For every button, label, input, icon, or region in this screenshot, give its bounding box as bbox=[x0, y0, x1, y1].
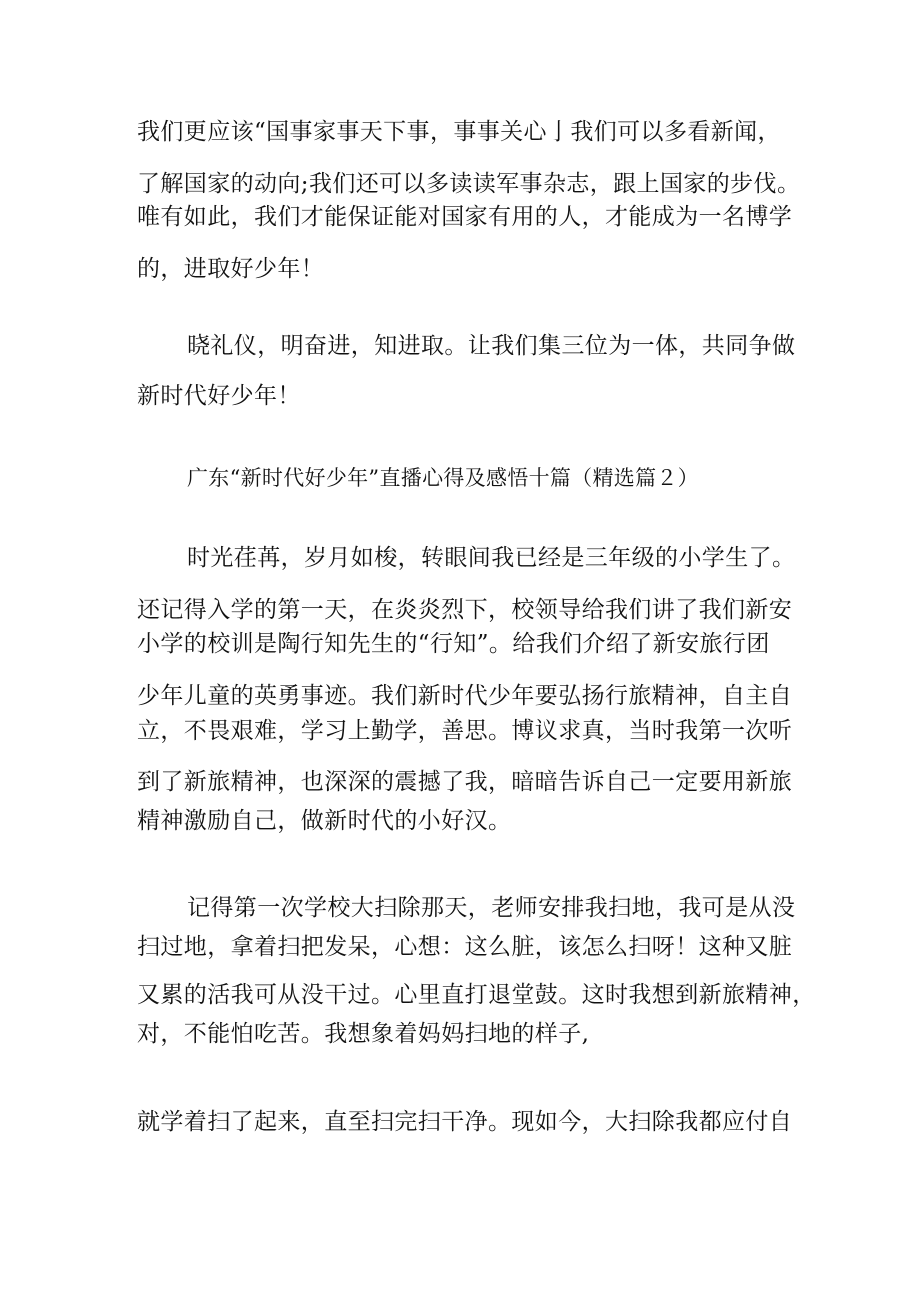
paragraph-2-line-1: 晓礼仪，明奋进，知进取。让我们集三位为一体，共同争做 bbox=[187, 333, 796, 359]
paragraph-3-line-4: 少年儿童的英勇事迹。我们新时代少年要弘扬行旅精神，自主自 bbox=[137, 683, 793, 709]
paragraph-4-line-3: 又累的活我可从没干过。心里直打退堂鼓。这时我想到新旅精神， bbox=[137, 982, 816, 1008]
paragraph-3-line-6: 到了新旅精神，也深深的震撼了我，暗暗告诉自己一定要用新旅 bbox=[137, 769, 793, 795]
paragraph-3-line-5: 立，不畏艰难，学习上勤学，善思。博议求真，当时我第一次听 bbox=[137, 718, 793, 744]
paragraph-2-line-2: 新时代好少年！ bbox=[137, 383, 301, 409]
paragraph-3-line-3: 小学的校训是陶行知先生的“行知”。给我们介绍了新安旅行团 bbox=[137, 631, 770, 657]
paragraph-3-line-2: 还记得入学的第一天，在炎炎烈下，校领导给我们讲了我们新安 bbox=[137, 597, 793, 623]
paragraph-4-line-4: 对，不能怕吃苦。我想象着妈妈扫地的样子, bbox=[137, 1021, 590, 1047]
paragraph-5-line-1: 就学着扫了起来，直至扫完扫干净。现如今，大扫除我都应付自 bbox=[137, 1109, 793, 1135]
paragraph-1-line-1: 我们更应该“国事家事天下事，事事关心亅我们可以多看新闻， bbox=[137, 119, 781, 145]
paragraph-4-line-1: 记得第一次学校大扫除那天，老师安排我扫地，我可是从没 bbox=[187, 895, 796, 921]
section-title: 广东“新时代好少年”直播心得及感悟十篇（精选篇２） bbox=[187, 466, 699, 490]
paragraph-4-line-2: 扫过地，拿着扫把发呆，心想：这么脏，该怎么扫呀！这种又脏 bbox=[137, 934, 793, 960]
paragraph-3-line-7: 精神激励自己，做新时代的小好汉。 bbox=[137, 808, 512, 834]
paragraph-3-line-1: 时光荏苒，岁月如梭，转眼间我已经是三年级的小学生了。 bbox=[187, 545, 796, 571]
paragraph-1-line-4: 的，进取好少年！ bbox=[137, 256, 325, 282]
paragraph-1-line-2: 了解国家的动向;我们还可以多读读军事杂志，跟上国家的步伐。 bbox=[137, 171, 801, 197]
paragraph-1-line-3: 唯有如此，我们才能保证能对国家有用的人，才能成为一名博学 bbox=[137, 204, 793, 230]
